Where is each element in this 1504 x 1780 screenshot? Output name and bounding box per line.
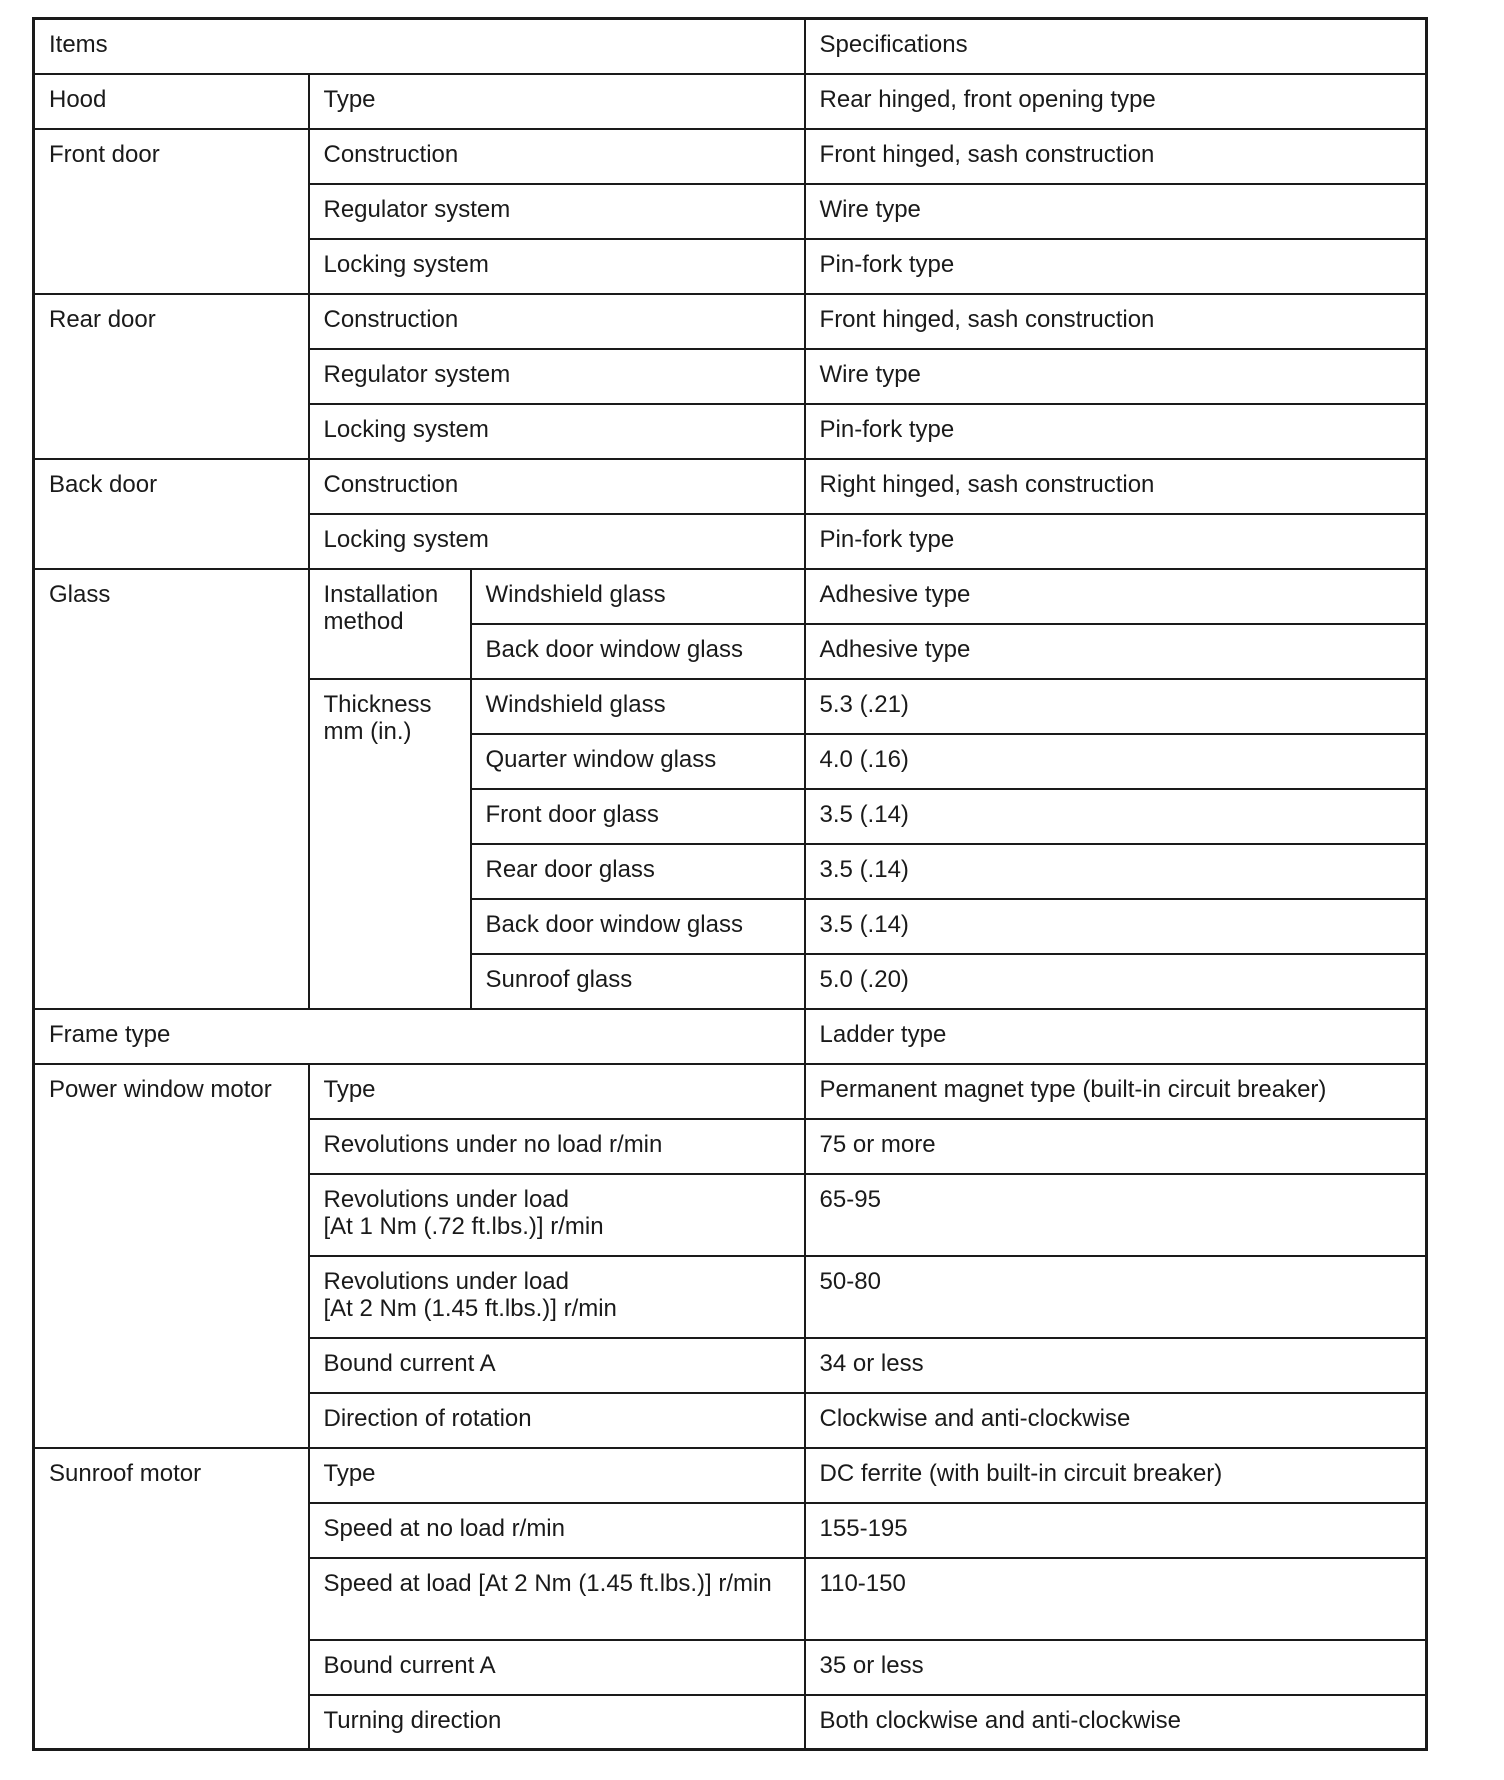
rear-door-locking-label: Locking system (309, 404, 805, 459)
glass-thickness-label: Thickness mm (in.) (309, 679, 471, 1009)
glass-thickness-value: 3.5 (.14) (805, 844, 1427, 899)
glass-thickness-item: Front door glass (471, 789, 805, 844)
sunroof-value: 35 or less (805, 1640, 1427, 1695)
hood-label: Hood (34, 74, 309, 129)
glass-thickness-item: Quarter window glass (471, 734, 805, 789)
rear-door-regulator-label: Regulator system (309, 349, 805, 404)
sunroof-item: Turning direction (309, 1695, 805, 1750)
glass-thickness-value: 3.5 (.14) (805, 789, 1427, 844)
sunroof-motor-label: Sunroof motor (34, 1448, 309, 1750)
glass-thickness-value: 5.3 (.21) (805, 679, 1427, 734)
rear-door-locking-value: Pin-fork type (805, 404, 1427, 459)
glass-thickness-value: 3.5 (.14) (805, 899, 1427, 954)
front-door-locking-value: Pin-fork type (805, 239, 1427, 294)
sunroof-value: DC ferrite (with built-in circuit breaker) (805, 1448, 1427, 1503)
specifications-header: Specifications (805, 19, 1427, 74)
header-row (34, 19, 1427, 74)
sunroof-value: 155-195 (805, 1503, 1427, 1558)
items-header: Items (34, 19, 805, 74)
back-door-locking-label: Locking system (309, 514, 805, 569)
glass-thickness-item: Rear door glass (471, 844, 805, 899)
table-row (34, 1448, 1427, 1503)
front-door-regulator-value: Wire type (805, 184, 1427, 239)
specifications-table (32, 17, 1428, 1751)
glass-installation-label: Installation method (309, 569, 471, 679)
power-window-item: Revolutions under load [At 2 Nm (1.45 ft.lbs.)] r/min (309, 1256, 805, 1338)
power-window-item: Revolutions under load [At 1 Nm (.72 ft.lbs.)] r/min (309, 1174, 805, 1256)
front-door-construction-value: Front hinged, sash construction (805, 129, 1427, 184)
table-row (34, 459, 1427, 514)
table-row (34, 74, 1427, 129)
power-window-item: Bound current A (309, 1338, 805, 1393)
back-door-locking-value: Pin-fork type (805, 514, 1427, 569)
glass-label: Glass (34, 569, 309, 1009)
sunroof-value: 110-150 (805, 1558, 1427, 1640)
sunroof-item: Bound current A (309, 1640, 805, 1695)
hood-type-label: Type (309, 74, 805, 129)
sunroof-item: Speed at load [At 2 Nm (1.45 ft.lbs.)] r/min (309, 1558, 805, 1640)
power-window-value: 50-80 (805, 1256, 1427, 1338)
glass-installation-value: Adhesive type (805, 569, 1427, 624)
hood-type-value: Rear hinged, front opening type (805, 74, 1427, 129)
glass-thickness-item: Sunroof glass (471, 954, 805, 1009)
power-window-value: 75 or more (805, 1119, 1427, 1174)
glass-thickness-value: 5.0 (.20) (805, 954, 1427, 1009)
glass-installation-item: Back door window glass (471, 624, 805, 679)
power-window-item: Type (309, 1064, 805, 1119)
rear-door-label: Rear door (34, 294, 309, 459)
glass-thickness-item: Windshield glass (471, 679, 805, 734)
power-window-value: 65-95 (805, 1174, 1427, 1256)
power-window-item: Revolutions under no load r/min (309, 1119, 805, 1174)
power-window-value: Permanent magnet type (built-in circuit breaker) (805, 1064, 1427, 1119)
front-door-label: Front door (34, 129, 309, 294)
back-door-label: Back door (34, 459, 309, 569)
front-door-regulator-label: Regulator system (309, 184, 805, 239)
table-row (34, 129, 1427, 184)
frame-type-value: Ladder type (805, 1009, 1427, 1064)
rear-door-construction-label: Construction (309, 294, 805, 349)
power-window-value: 34 or less (805, 1338, 1427, 1393)
power-window-value: Clockwise and anti-clockwise (805, 1393, 1427, 1448)
glass-installation-value: Adhesive type (805, 624, 1427, 679)
back-door-construction-label: Construction (309, 459, 805, 514)
power-window-item: Direction of rotation (309, 1393, 805, 1448)
back-door-construction-value: Right hinged, sash construction (805, 459, 1427, 514)
glass-installation-item: Windshield glass (471, 569, 805, 624)
rear-door-regulator-value: Wire type (805, 349, 1427, 404)
power-window-motor-label: Power window motor (34, 1064, 309, 1448)
table-row (34, 294, 1427, 349)
glass-thickness-item: Back door window glass (471, 899, 805, 954)
frame-type-label: Frame type (34, 1009, 805, 1064)
glass-thickness-value: 4.0 (.16) (805, 734, 1427, 789)
table-row (34, 1009, 1427, 1064)
sunroof-item: Speed at no load r/min (309, 1503, 805, 1558)
rear-door-construction-value: Front hinged, sash construction (805, 294, 1427, 349)
table-row (34, 1064, 1427, 1119)
front-door-locking-label: Locking system (309, 239, 805, 294)
table-row (34, 569, 1427, 624)
sunroof-value: Both clockwise and anti-clockwise (805, 1695, 1427, 1750)
sunroof-item: Type (309, 1448, 805, 1503)
front-door-construction-label: Construction (309, 129, 805, 184)
